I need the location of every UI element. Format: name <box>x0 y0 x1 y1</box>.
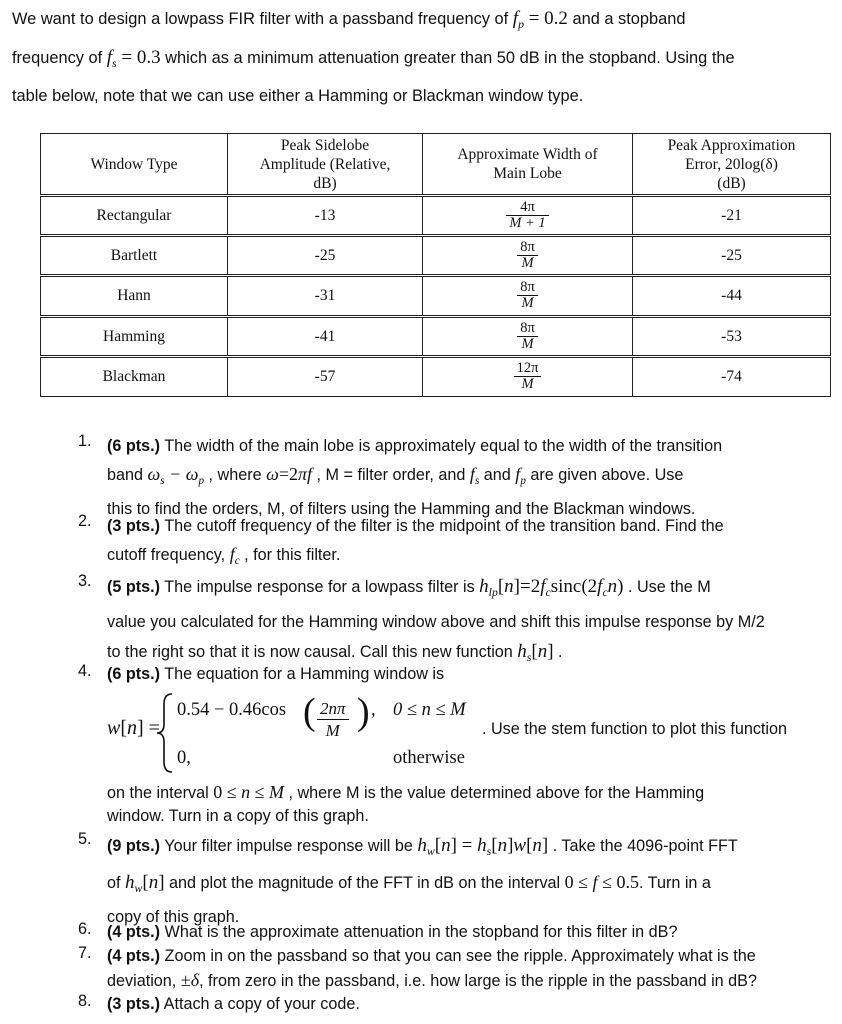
filter-impulse-expr: $h_w[n] = h_s[n]w[n]$ <box>417 835 549 859</box>
intro-line-1: We want to design a lowpass FIR filter with a passband frequency of $f_p = 0.2$ and a stopband <box>12 8 686 32</box>
omega-definition: ω=2πf <box>266 464 313 484</box>
cell-error: -53 <box>633 316 831 356</box>
fp-symbol: $f_p$ <box>515 464 526 487</box>
window-table <box>40 133 831 397</box>
points-label: (5 pts.) <box>107 578 161 596</box>
fs-symbol: $f_s$ <box>469 464 480 487</box>
frequency-interval-expr: 0 ≤ f ≤ 0.5 <box>564 872 639 893</box>
width-fraction: $\frac{8\pi}{M}$ <box>517 321 538 352</box>
cell-window: Hamming <box>41 316 228 356</box>
header-peak-error: Peak Approximation Error, 20log(δ) (dB) <box>633 134 831 196</box>
cos-argument-fraction: $\frac{2n\pi}{M}$ <box>317 698 349 741</box>
cell-error: -21 <box>633 196 831 236</box>
interval-expr: 0 ≤ n ≤ M <box>213 782 284 802</box>
fs-value: 0.3 <box>136 47 161 69</box>
cell-width <box>423 276 633 316</box>
question-number: 3. <box>78 572 92 590</box>
cell-window: Bartlett <box>41 236 228 276</box>
points-label: (3 pts.) <box>107 517 161 535</box>
points-label: (6 pts.) <box>107 665 161 683</box>
table-header-row <box>41 134 831 196</box>
table-row <box>41 316 831 356</box>
cell-width <box>423 236 633 276</box>
lowpass-impulse-expr: $h_{lp}[n]=2f_c\sin c(2f_cn)$ <box>479 576 624 600</box>
question-number: 1. <box>78 432 92 450</box>
question-number: 5. <box>78 830 92 848</box>
fc-symbol: $f_c$ <box>229 544 240 567</box>
header-main-lobe-width: Approximate Width of Main Lobe <box>423 134 633 196</box>
cell-error: -25 <box>633 236 831 276</box>
question-number: 7. <box>78 944 92 962</box>
table-row <box>41 276 831 316</box>
cell-width <box>423 196 633 236</box>
width-fraction: $\frac{4\pi}{M + 1}$ <box>506 200 548 231</box>
cell-window: Hann <box>41 276 228 316</box>
header-peak-sidelobe: Peak Sidelobe Amplitude (Relative, dB) <box>228 134 423 196</box>
cell-width <box>423 356 633 396</box>
intro-paragraph <box>12 2 834 113</box>
delta-symbol: ±δ <box>180 970 200 990</box>
header-window-type: Window Type <box>41 134 228 196</box>
points-label: (4 pts.) <box>107 947 161 965</box>
question-number: 8. <box>78 992 92 1010</box>
width-fraction: $\frac{8\pi}{M}$ <box>517 240 538 271</box>
cell-sidelobe: -57 <box>228 356 423 396</box>
fp-value: 0.2 <box>544 8 568 29</box>
intro-line-2: frequency of $f_s = 0.3$ which as a minimum attenuation greater than 50 dB in the stopband. Using the <box>12 47 735 71</box>
brace-icon <box>155 692 175 774</box>
points-label: (3 pts.) <box>107 995 161 1013</box>
shifted-impulse-expr: $h_s[n]$ <box>517 641 554 665</box>
table-row <box>41 236 831 276</box>
fs-symbol: $f_s$ <box>106 47 117 71</box>
width-fraction: $\frac{8\pi}{M}$ <box>517 280 538 311</box>
points-label: (4 pts.) <box>107 923 161 941</box>
transition-band-expr: $\omega_s - \omega_p$ <box>147 464 205 487</box>
hw-symbol: $h_w[n]$ <box>125 872 165 896</box>
cell-sidelobe: -13 <box>228 196 423 236</box>
points-label: (9 pts.) <box>107 837 161 855</box>
cell-window: Rectangular <box>41 196 228 236</box>
cell-sidelobe: -25 <box>228 236 423 276</box>
cell-width <box>423 316 633 356</box>
cell-sidelobe: -31 <box>228 276 423 316</box>
cell-window: Blackman <box>41 356 228 396</box>
fp-symbol: $f_p$ <box>512 8 524 32</box>
cell-error: -44 <box>633 276 831 316</box>
table-row <box>41 356 831 396</box>
question-number: 2. <box>78 512 92 530</box>
question-number: 6. <box>78 920 92 938</box>
question-number: 4. <box>78 662 92 680</box>
intro-line-3: table below, note that we can use either a Hamming or Blackman window type. <box>12 87 584 106</box>
table-row <box>41 196 831 236</box>
cell-sidelobe: -41 <box>228 316 423 356</box>
width-fraction: $\frac{12\pi}{M}$ <box>514 361 542 392</box>
hamming-equation: w[n] = 0.54 − 0.46cos ( $\frac{2n\pi}{M}$ ) , 0 ≤ n ≤ M 0, otherwise . Use the stem function to plot this function <box>107 688 834 774</box>
cell-error: -74 <box>633 356 831 396</box>
points-label: (6 pts.) <box>107 437 161 455</box>
